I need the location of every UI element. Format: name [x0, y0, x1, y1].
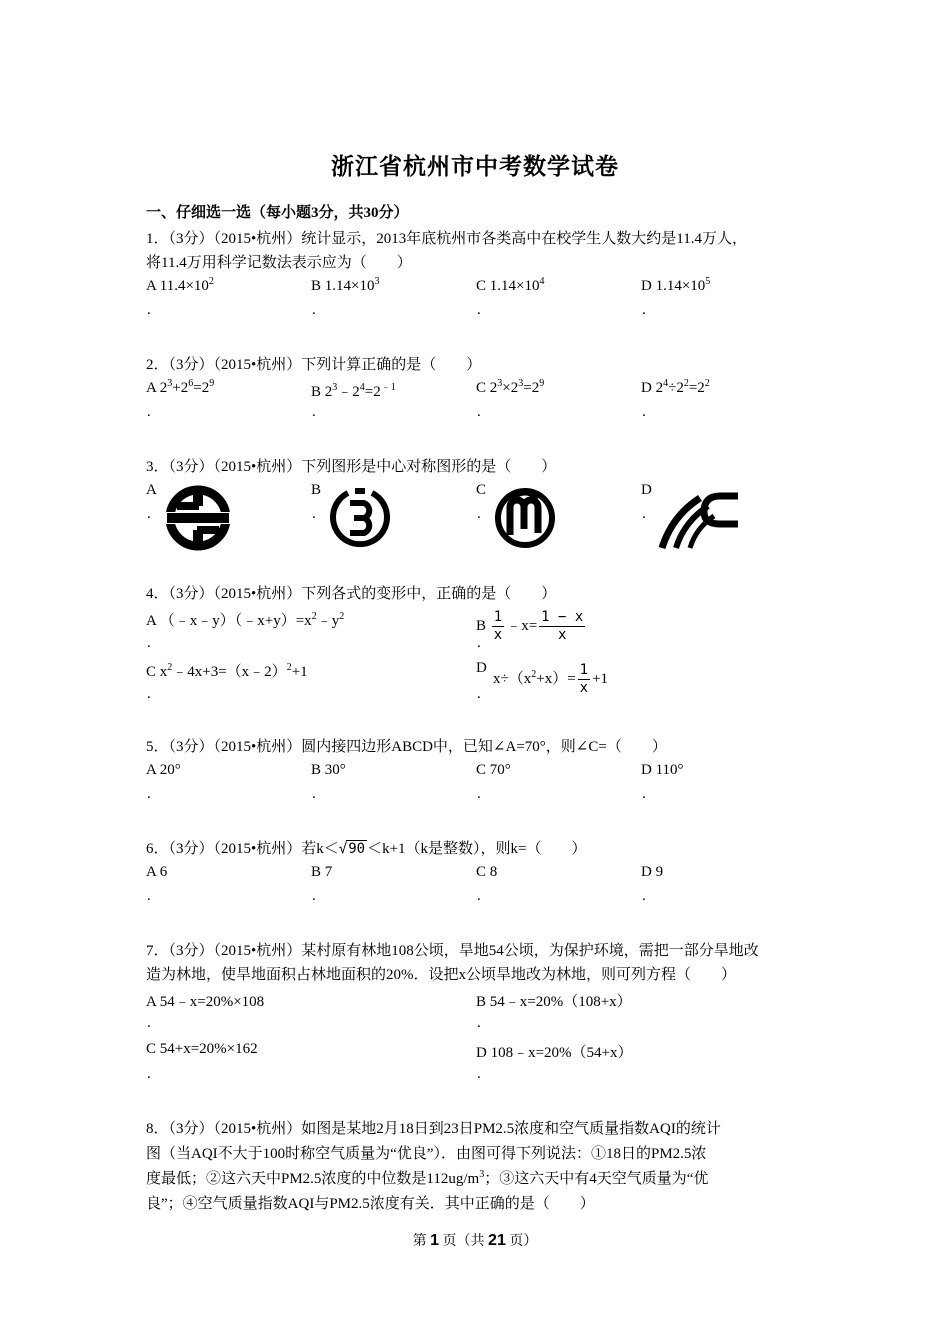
square-root: √90 [338, 841, 366, 857]
question-1-line2: 将11.4万用科学记数法表示应为（ ） [146, 255, 412, 271]
question-8-line2: 图（当AQI不大于100时称空气质量为“优良”）．由图可得下列说法：①18日的PM2.5浓 [146, 1146, 707, 1162]
option-dot: . [477, 1015, 481, 1031]
option-dot: . [642, 786, 646, 802]
question-6-stem: 6．（3分）（2015•杭州）若k＜√90 ＜k+1（k是整数），则k=（ ） [146, 841, 587, 857]
option-b[interactable]: B $1.14\times 10^3$ [311, 276, 380, 294]
option-a[interactable]: A [146, 482, 157, 498]
question-1-line1: 1．（3分）（2015•杭州）统计显示，2013年底杭州市各类高中在校学生人数大约是11.4万人， [146, 231, 747, 247]
option-dot: . [642, 302, 646, 318]
option-d-expression[interactable]: $x\div(x^2+x)=$ $\frac{1}{x}$ +1 [493, 662, 609, 696]
option-dot: . [312, 404, 316, 420]
option-dot: . [477, 506, 481, 522]
option-d[interactable]: D 110° [641, 762, 684, 778]
page-number: 1 [430, 1232, 440, 1249]
option-b[interactable]: B [311, 482, 322, 498]
option-dot: . [147, 786, 151, 802]
question-3-stem: 3．（3分）（2015•杭州）下列图形是中心对称图形的是（ ） [146, 459, 557, 475]
question-7-line2: 造为林地，使旱地面积占林地面积的20%．设把x公顷旱地改为林地，则可列方程（ ） [146, 967, 736, 983]
logo-c-icon[interactable] [493, 485, 557, 551]
option-dot: . [147, 888, 151, 904]
option-dot: . [312, 506, 316, 522]
option-dot: . [147, 635, 151, 651]
fraction: $\frac{1 - x}{x}$ [541, 609, 584, 643]
option-a[interactable]: A 54﹣x=20%×108 [146, 994, 265, 1010]
fraction: $\frac{1}{x}$ [493, 609, 503, 643]
option-c[interactable]: C 8 [476, 864, 498, 880]
question-7-line1: 7．（3分）（2015•杭州）某村原有林地108公顷，旱地54公顷，为保护环境，需把一部分旱地改 [146, 943, 759, 959]
option-a[interactable]: A $2^3+2^6=2^9$ [146, 378, 215, 396]
question-5-stem: 5．（3分）（2015•杭州）圆内接四边形ABCD中，已知∠A=70°，则∠C=（ ） [146, 739, 667, 755]
option-c[interactable]: C [476, 482, 487, 498]
logo-b-icon[interactable] [328, 485, 392, 551]
option-d[interactable]: D 108﹣x=20%（54+x） [476, 1045, 633, 1061]
option-b[interactable]: B 54﹣x=20%（108+x） [476, 994, 632, 1010]
option-b[interactable]: B $2^3﹣2^4=2^{﹣1}$ [311, 382, 396, 400]
option-dot: . [477, 1066, 481, 1082]
option-b[interactable]: B 30° [311, 762, 346, 778]
option-a[interactable]: A 20° [146, 762, 181, 778]
option-dot: . [312, 786, 316, 802]
option-a[interactable]: A $11.4\times 10^2$ [146, 276, 214, 294]
page-title: 浙江省杭州市中考数学试卷 [331, 154, 619, 179]
logo-d-icon[interactable] [658, 488, 742, 550]
option-d[interactable]: D 9 [641, 864, 664, 880]
option-dot: . [312, 302, 316, 318]
option-b[interactable]: B 7 [311, 864, 333, 880]
option-b[interactable]: B $\frac{1}{x}$ ﹣x= $\frac{1 - x}{x}$ [476, 609, 584, 643]
option-dot: . [642, 888, 646, 904]
option-dot: . [477, 404, 481, 420]
option-a[interactable]: A 6 [146, 864, 168, 880]
fraction: $\frac{1}{x}$ [579, 662, 589, 696]
option-dot: . [147, 1066, 151, 1082]
option-d[interactable]: D $1.14\times 10^5$ [641, 276, 711, 294]
option-c[interactable]: C $2^3\times 2^3=2^9$ [476, 378, 545, 396]
option-dot: . [477, 686, 481, 702]
option-a[interactable]: A $(﹣x﹣y)(﹣x+y)=x^2﹣y^2$ [146, 611, 345, 629]
option-d[interactable]: D [641, 482, 652, 498]
option-dot: . [312, 888, 316, 904]
option-dot: . [642, 506, 646, 522]
option-dot: . [147, 302, 151, 318]
option-dot: . [642, 404, 646, 420]
option-c[interactable]: C $x^2﹣4x+3=(x﹣2)^2+1$ [146, 662, 308, 680]
question-4-stem: 4．（3分）（2015•杭州）下列各式的变形中，正确的是（ ） [146, 586, 557, 602]
question-8-line1: 8．（3分）（2015•杭州）如图是某地2月18日到23日PM2.5浓度和空气质量指数AQI的统计 [146, 1121, 721, 1137]
option-d[interactable]: D $2^4\div 2^2=2^2$ [641, 378, 710, 396]
option-c[interactable]: C 54+x=20%×162 [146, 1041, 258, 1057]
option-d[interactable]: D [476, 660, 487, 676]
question-8-line3: 度最低；②这六天中PM2.5浓度的中位数是$112ug/m^3$；③这六天中有4天空气质量为“优 [146, 1169, 709, 1187]
logo-a-icon[interactable] [163, 483, 233, 553]
option-c[interactable]: C $1.14\times 10^4$ [476, 276, 545, 294]
section-heading: 一、仔细选一选（每小题3分，共30分） [146, 205, 409, 221]
page-total: 21 [488, 1232, 506, 1249]
option-dot: . [147, 1015, 151, 1031]
option-dot: . [147, 506, 151, 522]
question-2-stem: 2．（3分）（2015•杭州）下列计算正确的是（ ） [146, 357, 482, 373]
question-8-line4: 良”；④空气质量指数AQI与PM2.5浓度有关．其中正确的是（ ） [146, 1196, 595, 1212]
option-c[interactable]: C 70° [476, 762, 511, 778]
option-dot: . [477, 302, 481, 318]
option-dot: . [147, 404, 151, 420]
page-footer: 第 1 页（共 21 页） [412, 1232, 538, 1249]
option-dot: . [477, 786, 481, 802]
option-dot: . [477, 888, 481, 904]
option-dot: . [477, 635, 481, 651]
option-dot: . [147, 686, 151, 702]
